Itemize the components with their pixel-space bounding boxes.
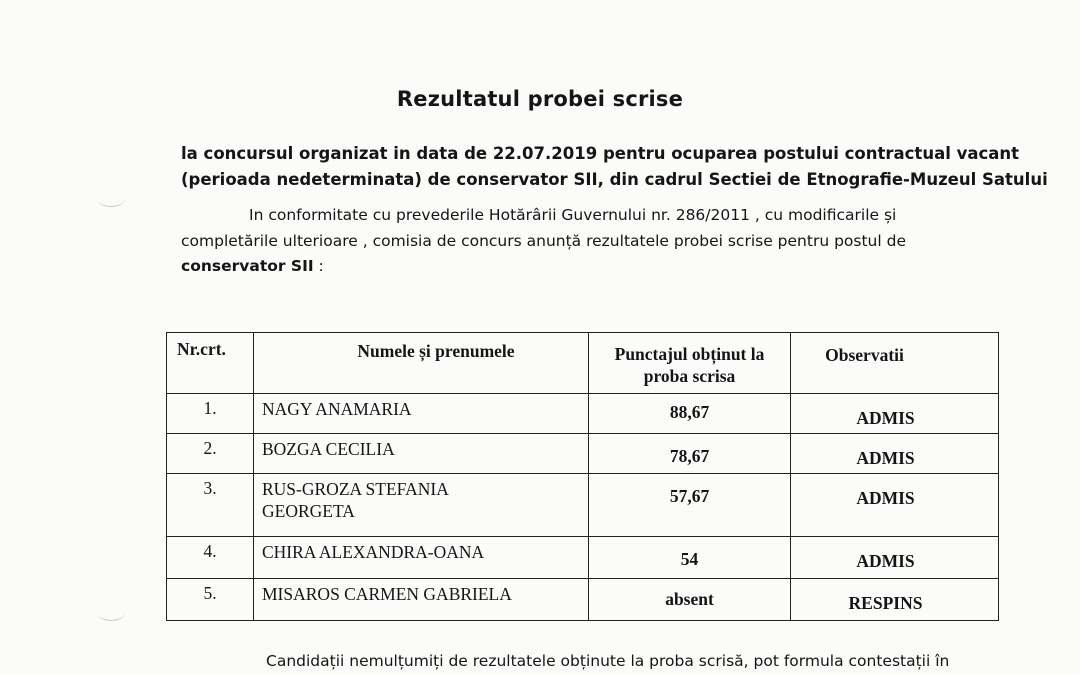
header-score-line-2: proba scrisa — [643, 366, 736, 386]
intro-position-bold: conservator SII — [181, 257, 314, 275]
results-table — [166, 332, 999, 621]
header-score — [589, 333, 791, 394]
row-name-line-1: RUS-GROZA STEFANIA — [262, 479, 449, 499]
row-nr: 2. — [167, 434, 254, 474]
header-name: Numele și prenumele — [254, 333, 589, 394]
row-name: NAGY ANAMARIA — [254, 394, 589, 434]
row-observation: ADMIS — [791, 434, 999, 474]
intro-line-1: In conformitate cu prevederile Hotărârii Guvernului nr. 286/2011 , cu modificarile și — [249, 206, 897, 224]
table-row — [167, 579, 999, 621]
intro-line-3 — [181, 257, 324, 275]
table-row — [167, 537, 999, 579]
subtitle-line-1: la concursul organizat in data de 22.07.2019 pentru ocuparea postului contractual vacant — [181, 144, 1020, 163]
row-nr: 1. — [167, 394, 254, 434]
row-score: 57,67 — [589, 474, 791, 537]
row-observation: ADMIS — [791, 537, 999, 579]
punch-hole-mark — [97, 604, 125, 621]
row-score: 88,67 — [589, 394, 791, 434]
table-row — [167, 434, 999, 474]
header-score-line-1: Punctajul obținut la — [614, 344, 765, 364]
subtitle-line-2: (perioada nedeterminata) de conservator SII, din cadrul Sectiei de Etnografie-Muzeul Satului — [181, 170, 1048, 189]
row-observation: ADMIS — [791, 394, 999, 434]
row-name: CHIRA ALEXANDRA-OANA — [254, 537, 589, 579]
intro-line-3-rest: : — [313, 257, 324, 275]
row-observation: ADMIS — [791, 474, 999, 537]
row-observation: RESPINS — [791, 579, 999, 621]
header-nr: Nr.crt. — [167, 333, 254, 394]
header-observations: Observatii — [791, 333, 999, 394]
row-score: 78,67 — [589, 434, 791, 474]
table-row — [167, 394, 999, 434]
intro-line-2: completările ulterioare , comisia de concurs anunță rezultatele probei scrise pentru postul de — [181, 232, 906, 250]
row-name: MISAROS CARMEN GABRIELA — [254, 579, 589, 621]
row-nr: 4. — [167, 537, 254, 579]
document-title: Rezultatul probei scrise — [396, 87, 684, 111]
row-nr: 5. — [167, 579, 254, 621]
row-score: absent — [589, 579, 791, 621]
row-name — [254, 474, 589, 537]
row-score: 54 — [589, 537, 791, 579]
row-nr: 3. — [167, 474, 254, 537]
table-row — [167, 474, 999, 537]
footer-note-partial: Candidații nemulțumiți de rezultatele obținute la proba scrisă, pot formula contestații în — [266, 652, 950, 670]
row-name-line-2: GEORGETA — [262, 501, 355, 521]
row-name: BOZGA CECILIA — [254, 434, 589, 474]
table-header-row — [167, 333, 999, 394]
punch-hole-mark — [97, 190, 125, 207]
